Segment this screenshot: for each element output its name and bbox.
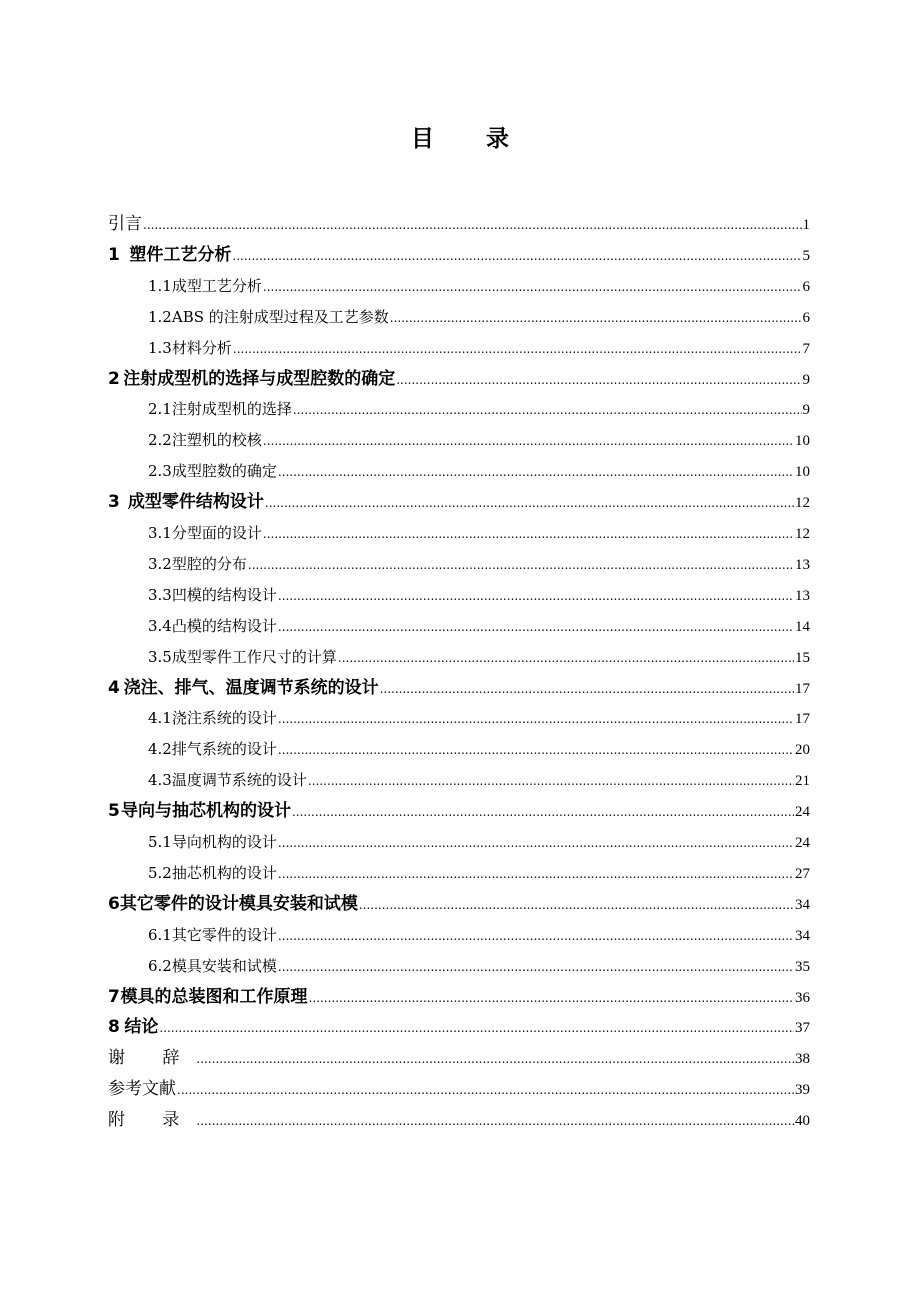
toc-page-number: 13 [795, 587, 810, 604]
toc-dot-leader [159, 1013, 794, 1043]
toc-dot-leader [196, 1106, 794, 1136]
toc-page-number: 37 [795, 1020, 810, 1037]
toc-dot-leader [263, 426, 794, 456]
toc-chapter-entry[interactable] [108, 1105, 810, 1135]
toc-section-entry[interactable] [148, 518, 810, 548]
toc-page-number: 9 [802, 402, 810, 419]
toc-dot-leader [265, 488, 794, 518]
toc-page-number: 21 [795, 773, 810, 790]
toc-number: 2 [108, 368, 120, 389]
toc-title: 引言 [108, 214, 142, 234]
toc-number: 6.2 [148, 956, 172, 975]
toc-chapter-entry[interactable] [108, 1043, 810, 1073]
page-title: 目 录 [410, 126, 531, 152]
toc-section-entry[interactable] [148, 611, 810, 641]
toc-number: 6 [108, 893, 120, 914]
toc-number: 7 [108, 986, 120, 1007]
toc-dot-leader [380, 674, 794, 704]
toc-number: 3 [108, 492, 120, 513]
toc-number: 1.3 [148, 338, 172, 357]
toc-section-entry[interactable] [148, 456, 810, 486]
toc-dot-leader [196, 1044, 794, 1074]
toc-title: 材料分析 [171, 338, 232, 357]
toc-title: 成型零件工作尺寸的计算 [171, 647, 337, 666]
toc-page-number: 35 [795, 958, 810, 975]
toc-dot-leader [292, 797, 794, 827]
toc-dot-leader [278, 704, 794, 734]
toc-dot-leader [177, 1075, 794, 1105]
toc-title: 型腔的分布 [171, 554, 247, 573]
toc-dot-leader [308, 766, 794, 796]
toc-title: 模具的总装图和工作原理 [120, 986, 308, 1007]
toc-title: 排气系统的设计 [171, 740, 277, 759]
toc-number: 5 [108, 801, 120, 822]
toc-chapter-entry[interactable] [108, 889, 810, 919]
toc-page-number: 20 [795, 742, 810, 759]
toc-page-number: 6 [802, 309, 810, 326]
toc-dot-leader [278, 612, 794, 642]
toc-section-entry[interactable] [148, 765, 810, 795]
toc-title: 导向机构的设计 [171, 833, 277, 851]
toc-page-number: 7 [802, 340, 810, 357]
toc-title: 浇注、排气、温度调节系统的设计 [123, 677, 379, 698]
toc-number: 8 [108, 1017, 120, 1038]
toc-title: 抽芯机构的设计 [171, 863, 277, 882]
toc-dot-leader [396, 365, 801, 395]
toc-dot-leader [232, 241, 801, 271]
toc-chapter-entry[interactable] [108, 1074, 810, 1104]
toc-number: 2.2 [148, 431, 172, 450]
toc-title: 附 录 [108, 1110, 196, 1131]
toc-title: 凹模的结构设计 [171, 585, 277, 604]
toc-number: 4.3 [148, 771, 172, 790]
toc-page-number: 5 [802, 247, 810, 264]
toc-chapter-entry[interactable] [108, 673, 810, 703]
toc-dot-leader [278, 581, 794, 611]
toc-number: 5.1 [148, 833, 172, 851]
toc-page-number: 34 [795, 927, 810, 944]
toc-title: 温度调节系统的设计 [171, 771, 307, 790]
toc-page-number: 17 [795, 680, 810, 697]
toc-dot-leader [390, 303, 802, 333]
toc-chapter-entry[interactable] [108, 364, 810, 394]
toc-number: 3.5 [148, 647, 172, 666]
toc-title: 模具安装和试模 [171, 956, 277, 975]
toc-page-number: 14 [795, 618, 810, 635]
toc-dot-leader [293, 395, 802, 425]
toc-section-entry[interactable] [148, 333, 810, 363]
toc-page-number: 13 [795, 556, 810, 573]
toc-section-entry[interactable] [148, 734, 810, 764]
toc-page-number: 38 [795, 1051, 810, 1068]
toc-dot-leader [263, 272, 802, 302]
toc-number: 4 [108, 677, 120, 698]
toc-title: 结论 [124, 1017, 159, 1038]
toc-section-entry[interactable] [148, 951, 810, 981]
toc-page-number: 34 [795, 896, 810, 913]
toc-page-number: 17 [795, 711, 810, 728]
toc-section-entry[interactable] [148, 302, 810, 332]
toc-chapter-entry[interactable] [108, 240, 810, 270]
toc-page-number: 27 [795, 865, 810, 882]
toc-title: 注塑机的校核 [171, 431, 262, 450]
toc-section-entry[interactable] [148, 642, 810, 672]
toc-page-number: 12 [795, 495, 810, 512]
toc-dot-leader [278, 859, 794, 889]
toc-chapter-entry[interactable] [108, 796, 810, 826]
toc-title: 成型零件结构设计 [127, 492, 264, 513]
toc-number: 3.4 [148, 616, 172, 635]
toc-dot-leader [143, 210, 802, 240]
toc-title: 其它零件的设计模具安装和试模 [119, 893, 358, 914]
toc-title: 塑件工艺分析 [129, 244, 232, 265]
toc-dot-leader [278, 735, 794, 765]
toc-title: 成型工艺分析 [171, 276, 262, 295]
toc-number: 3.3 [148, 585, 172, 604]
toc-number: 2.3 [148, 462, 172, 481]
toc-title: 导向与抽芯机构的设计 [120, 801, 291, 822]
toc-number: 1.2 [148, 307, 172, 326]
toc-dot-leader [278, 457, 794, 487]
toc-chapter-entry[interactable] [108, 487, 810, 517]
toc-chapter-entry[interactable] [108, 209, 810, 239]
toc-dot-leader [263, 519, 794, 549]
toc-title: 注射成型机的选择 [171, 400, 292, 419]
toc-section-entry[interactable] [148, 271, 810, 301]
toc-section-entry[interactable] [148, 394, 810, 424]
toc-section-entry[interactable] [148, 580, 810, 610]
toc-number: 6.1 [148, 925, 172, 944]
toc-page-number: 12 [795, 526, 810, 542]
toc-title: 分型面的设计 [171, 524, 262, 542]
toc-title: ABS 的注射成型过程及工艺参数 [171, 307, 389, 326]
toc-number: 3.1 [148, 524, 172, 542]
toc-title: 凸模的结构设计 [171, 616, 277, 635]
toc-page-number: 10 [795, 433, 810, 450]
toc-number: 1 [108, 244, 120, 265]
toc-page-number: 36 [795, 989, 810, 1006]
toc-dot-leader [278, 828, 794, 858]
toc-dot-leader [278, 952, 794, 982]
toc-dot-leader [338, 643, 794, 673]
toc-section-entry[interactable] [148, 858, 810, 888]
toc-number: 1.1 [148, 276, 172, 295]
toc-title: 成型腔数的确定 [171, 462, 277, 481]
toc-dot-leader [248, 550, 794, 580]
toc-title: 注射成型机的选择与成型腔数的确定 [123, 368, 396, 389]
toc-page-number: 24 [795, 804, 810, 821]
toc-dot-leader [278, 921, 794, 951]
toc-page-number: 39 [795, 1082, 810, 1099]
toc-section-entry[interactable] [148, 549, 810, 579]
toc-title: 浇注系统的设计 [171, 709, 277, 728]
toc-dot-leader [359, 890, 794, 920]
toc-page-number: 6 [802, 278, 810, 295]
toc-number: 5.2 [148, 863, 172, 882]
toc-dot-leader [233, 334, 802, 364]
toc-title: 谢 辞 [108, 1048, 196, 1069]
toc-number: 4.1 [148, 709, 172, 728]
toc-dot-leader [309, 983, 794, 1013]
toc-page-number: 40 [795, 1113, 810, 1130]
toc-section-entry[interactable] [148, 425, 810, 455]
toc-number: 2.1 [148, 400, 172, 419]
toc-chapter-entry[interactable] [108, 982, 810, 1012]
toc-page-number: 1 [802, 217, 810, 233]
toc-page-number: 15 [795, 649, 810, 666]
toc-section-entry[interactable] [148, 703, 810, 733]
toc-number: 4.2 [148, 740, 172, 759]
toc-title: 其它零件的设计 [171, 925, 277, 944]
toc-page-number: 24 [795, 835, 810, 851]
toc-title: 参考文献 [108, 1079, 176, 1100]
toc-page-number: 9 [802, 371, 810, 388]
toc-section-entry[interactable] [148, 827, 810, 857]
toc-chapter-entry[interactable] [108, 1012, 810, 1042]
toc-page-number: 10 [795, 464, 810, 481]
toc-section-entry[interactable] [148, 920, 810, 950]
toc-number: 3.2 [148, 554, 172, 573]
